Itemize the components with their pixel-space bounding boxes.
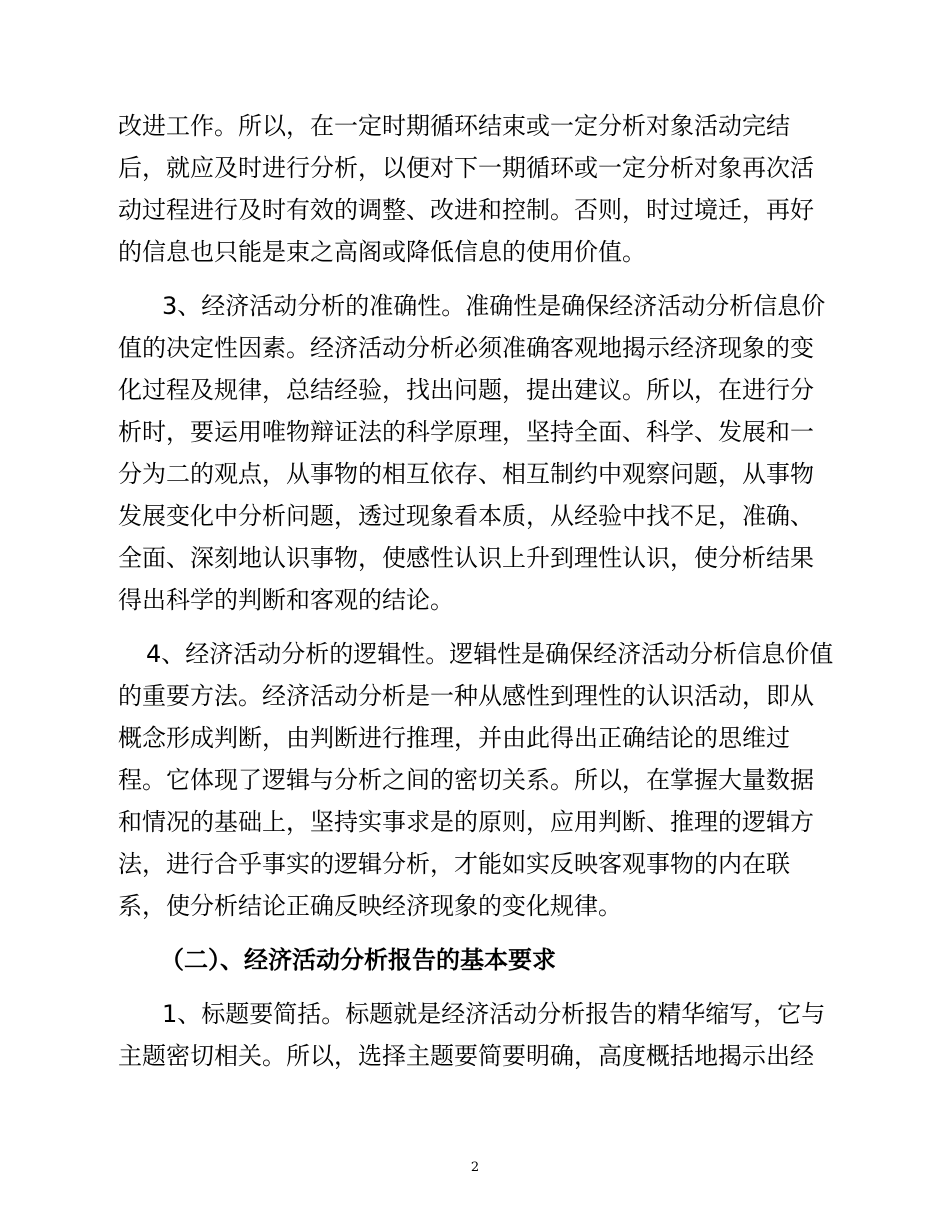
text-line: 和情况的基础上，坚持实事求是的原则，应用判断、推理的逻辑方 (118, 808, 814, 836)
section-heading: （二）、经济活动分析报告的基本要求 (160, 946, 556, 974)
text-line: 的重要方法。经济活动分析是一种从感性到理性的认识活动，即从 (118, 682, 814, 710)
text-line: 改进工作。所以，在一定时期循环结束或一定分析对象活动完结 (118, 112, 790, 140)
text-line: 3、经济活动分析的准确性。准确性是确保经济活动分析信息价 (162, 292, 826, 320)
text-line: 1、标题要简括。标题就是经济活动分析报告的精华缩写，它与 (162, 1000, 826, 1028)
text-line: 化过程及规律，总结经验，找出问题，提出建议。所以，在进行分 (118, 376, 814, 404)
text-line: 系，使分析结论正确反映经济现象的变化规律。 (118, 892, 622, 920)
text-line: 概念形成判断，由判断进行推理，并由此得出正确结论的思维过 (118, 724, 790, 752)
text-line: 主题密切相关。所以，选择主题要简要明确，高度概括地揭示出经 (118, 1042, 814, 1070)
text-line: 4、经济活动分析的逻辑性。逻辑性是确保经济活动分析信息价值 (146, 640, 834, 668)
text-line: 法，进行合乎事实的逻辑分析，才能如实反映客观事物的内在联 (118, 850, 790, 878)
text-line: 分为二的观点，从事物的相互依存、相互制约中观察问题，从事物 (118, 460, 814, 488)
page-number: 2 (470, 1160, 480, 1175)
text-line: 后，就应及时进行分析，以便对下一期循环或一定分析对象再次活 (118, 154, 814, 182)
text-line: 值的决定性因素。经济活动分析必须准确客观地揭示经济现象的变 (118, 334, 814, 362)
text-line: 发展变化中分析问题，透过现象看本质，从经验中找不足，准确、 (118, 502, 814, 530)
text-line: 析时，要运用唯物辩证法的科学原理，坚持全面、科学、发展和一 (118, 418, 814, 446)
text-line: 动过程进行及时有效的调整、改进和控制。否则，时过境迁，再好 (118, 196, 814, 224)
text-line: 得出科学的判断和客观的结论。 (118, 586, 454, 614)
text-line: 的信息也只能是束之高阁或降低信息的使用价值。 (118, 238, 646, 266)
text-line: 全面、深刻地认识事物，使感性认识上升到理性认识，使分析结果 (118, 544, 814, 572)
text-line: 程。它体现了逻辑与分析之间的密切关系。所以，在掌握大量数据 (118, 766, 814, 794)
